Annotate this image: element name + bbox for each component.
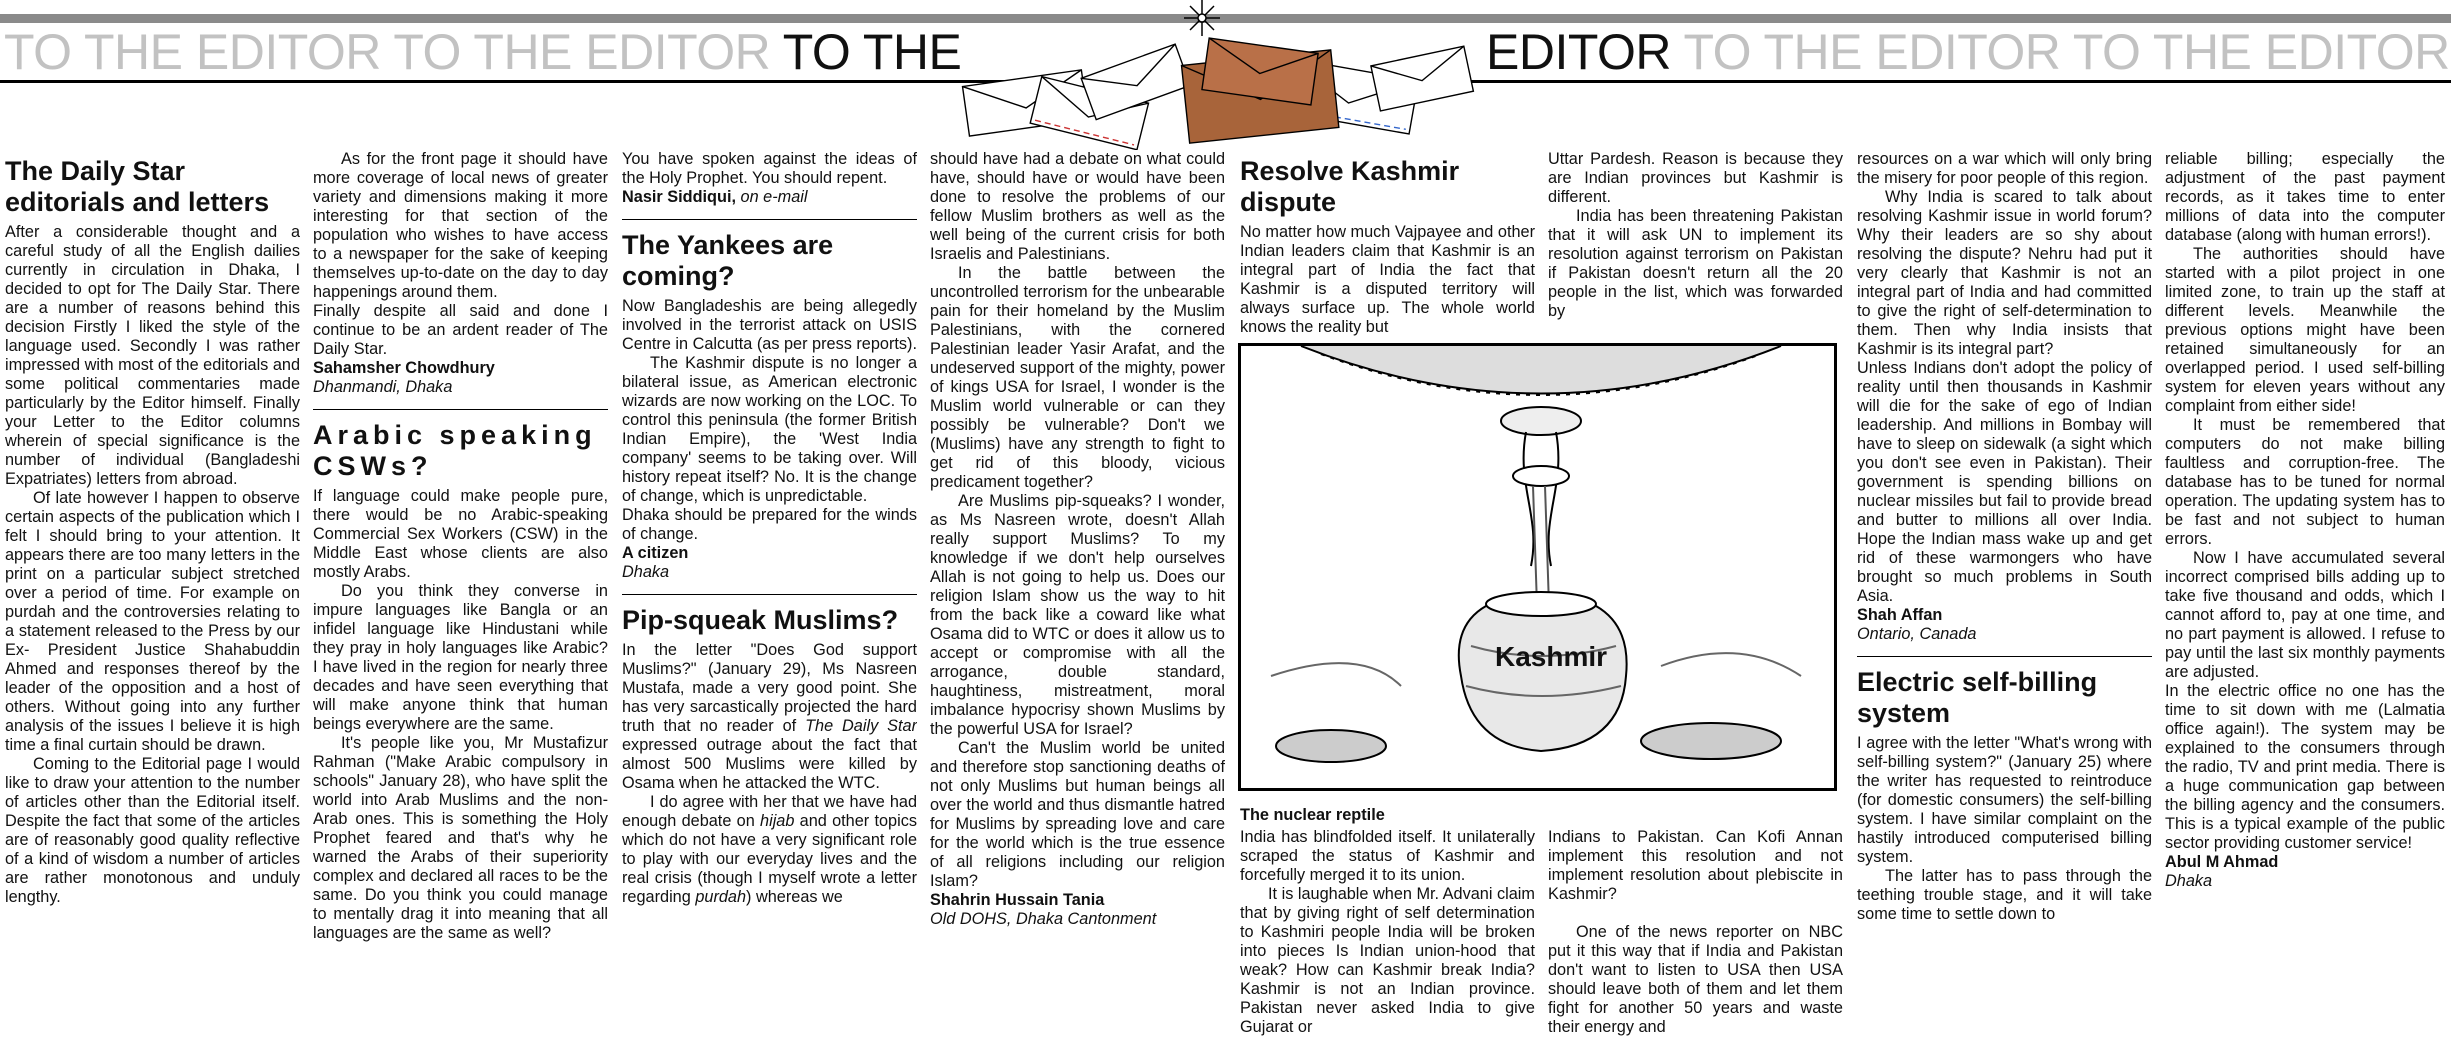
text-run: I do agree with her that we have had enough debate on: [622, 793, 917, 830]
letter-signature: Shah Affan: [1857, 606, 1943, 624]
paragraph: Unless Indians don't adopt the policy of reality until then thousands in Kashmir will die for the sake of ego of Indian leadership. And millions in Bombay will have to sleep on sidewalk (a sight which you don't see even in Pakistan). Their government is spending billions on nuclear missiles but fail to provide bread and butter to millions all over India. Hope the Indian mass wake up and get rid of these warmongers who have brought so much problems in South Asia.: [1857, 359, 2152, 605]
letter-location: Ontario, Canada: [1857, 625, 1977, 643]
paragraph: After a considerable thought and a careful study of all the English dailies currently in circulation in Dhaka, I decided to opt for The Daily Star. There are a number of reasons behind this decision Firstly I liked the style of the language used. Secondly I was rather impressed with most of the editorials and some political commentaries made particularly by the Editor himself. Finally your Letter to the Editor columns wherein of special significance is the number of individual (Bangladeshi Expatriates) letters from abroad.: [5, 223, 300, 488]
masthead-right: [1486, 24, 2450, 80]
section-divider: [622, 219, 917, 220]
paragraph: The latter has to pass through the teething trouble stage, and it will take some time to settle down to: [1857, 867, 2152, 923]
paragraph: Are Muslims pip-squeaks? I wonder, as Ms Nasreen wrote, doesn't Allah really support Muslims? To my knowledge if we don't help ourselves Allah is not going to help us. Does our religion Islam show us the way to hit from the back like a coward like what Osama did to WTC or does it allow us to accept or compromise with all the arrogance, double standard, haughtiness, mistreatment, moral imbalance hypocrisy shown Muslims by the powerful USA for Israel?: [930, 492, 1225, 738]
paragraph: No matter how much Vajpayee and other Indian leaders claim that Kashmir is an integral part of India the fact that Kashmir is a disputed territory will always surface up. The whole world knows the reality but: [1240, 223, 1535, 336]
masthead-left-dark: TO THE: [782, 24, 962, 80]
cartoon-illustration: [1238, 343, 1837, 791]
text-run-italic: purdah: [695, 888, 747, 906]
text-run: ) whereas we: [746, 888, 843, 906]
cartoon-label: Kashmir: [1495, 641, 1608, 672]
paragraph: The Kashmir dispute is no longer a bilateral issue, as American electronic wizards are now working on the LOC. To control this peninsula (the former British Indian Empire), the 'West India company' seems to be taking over. Will history repeat itself? No. It is the change of change, which is unpredictable.: [622, 354, 917, 505]
letter-location: Dhanmandi, Dhaka: [313, 378, 453, 396]
paragraph: Indians to Pakistan. Can Kofi Annan implement this resolution and not implement resolution about plebiscite in Kashmir?: [1548, 828, 1843, 903]
text-run: In the letter "Does God support Muslims?" (January 29), Ms Nasreen Mustafa, made a very good point. She has very sarcastically projected the hard truth that no reader of: [622, 641, 917, 735]
paragraph: India has been threatening Pakistan that it will ask UN to implement its resolution against terrorism on Pakistan if Pakistan doesn't return all the 20 people in the list, which was forwarded by: [1548, 207, 1843, 320]
paragraph: Uttar Pardesh. Reason is because they are Indian provinces but Kashmir is different.: [1548, 150, 1843, 206]
text-run-italic: The Daily Star: [805, 717, 917, 735]
paragraph: Do you think they converse in impure languages like Bangla or an infidel language like Hindustani while they pray in holy languages like Arabic? I have lived in the region for nearly three decades and have seen everything that will make anyone think that human beings everywhere are the same.: [313, 582, 608, 733]
paragraph: In the battle between the uncontrolled terrorism for the unbearable pain for their homeland by the Muslim Palestinians, with the cornered Palestinian leader Yasir Arafat, and the undeserved support of the mighty, power of kings USA for Israel, I wonder is the Muslim world vulnerable or can they possibly be vulnerable? Don't we (Muslims) have any strength to fight to get rid of this bloody, vicious predicament together?: [930, 264, 1225, 491]
paragraph: As for the front page it should have more coverage of local news of greater variety and dimensions making it more interesting for that section of the population who wishes to have access to a newspaper for the sake of keeping themselves up-to-date on the day to day happenings around them.: [313, 150, 608, 301]
column-2: [313, 150, 608, 1055]
letter-location: on e-mail: [740, 188, 808, 206]
cartoon-caption: The nuclear reptile: [1240, 806, 1385, 824]
column-5-top: [1240, 150, 1535, 345]
paragraph: resources on a war which will only bring the misery for poor people of this region.: [1857, 150, 2152, 187]
section-divider: [313, 409, 608, 410]
paragraph: It must be remembered that computers do not make billing faultless and corruption-free. The database has to be tuned for normal operation. The updating system has to be fast and not subject to human errors.: [2165, 416, 2445, 548]
letter-location: Dhaka: [2165, 872, 2213, 890]
letter-signature: Abul M Ahmad: [2165, 853, 2279, 871]
column-3: [622, 150, 917, 1055]
paragraph: It's people like you, Mr Mustafizur Rahman ("Make Arabic compulsory in schools" January 28), who have split the world into Arab Muslims and the non-Arab ones. This is something the Holy Prophet feared and that's why he warned the Arabs of their superiority complex and declared all races to be the same. Do you think you could manage to mentally drag it into meaning that all languages are the same as well?: [313, 734, 608, 942]
paragraph: Can't the Muslim world be united and therefore stop sanctioning deaths of not only Muslims but human beings all over the world and thus dismantle hatred for Muslims by spreading love and care for the world which is the true essence of all religions including our religion Islam?: [930, 739, 1225, 890]
paragraph: In the electric office no one has the time to sit down with me (Lalmatia office again!). The system may be explained to the consumers through the radio, TV and print media. There is a huge communication gap between the billing agency and the consumers. This is a typical example of the public sector providing customer service!: [2165, 682, 2445, 852]
headline-arabic-speaking-csws: Arabic speaking CSWs?: [313, 420, 597, 481]
paragraph: should have had a debate on what could have, should have or would have been done to resolve the problems of our fellow Muslim brothers as well as the well being of the current crisis for both Israelis and Palestinians.: [930, 150, 1225, 263]
column-5-bottom: [1240, 828, 1535, 1058]
paragraph: Now Bangladeshis are being allegedly involved in the terrorist attack on USIS Centre in Calcutta (as per press reports).: [622, 297, 917, 353]
letter-signature: A citizen: [622, 544, 689, 562]
paragraph: Coming to the Editorial page I would like to draw your attention to the number of articles other than the Editorial itself. Despite the fact that some of the articles are of reasonably good quality reflective of a kind of wisdom a number of articles are rather monotonous and unduly lengthy.: [5, 755, 300, 906]
section-divider: [1857, 656, 2152, 657]
column-8: [2165, 150, 2445, 1055]
masthead-right-gray: TO THE EDITOR TO THE EDITOR: [1683, 24, 2450, 80]
paragraph: Of late however I happen to observe certain aspects of the publication which I felt I should bring to your attention. It appears there are too many letters in the print on a particular subject stretched over a period of time. For example on purdah and the controversies relating to a statement released to the Press by our Ex- President Justice Shahabuddin Ahmed and responses thereof by the leader of the opposition and a host of others. Without going into any further analysis of the issues I believe it is high time a final curtain should be drawn.: [5, 489, 300, 754]
paragraph: One of the news reporter on NBC put it this way that if India and Pakistan don't want to listen to USA then USA should leave both of them and let them fight for another 50 years and waste their energy and: [1548, 923, 1843, 1036]
section-divider: [622, 594, 917, 595]
letter-signature: Sahamsher Chowdhury: [313, 359, 495, 377]
headline-daily-star-editorials: The Daily Star editorials and letters: [5, 156, 270, 217]
paragraph: Dhaka should be prepared for the winds of change.: [622, 506, 917, 543]
paragraph: If language could make people pure, there would be no Arabic-speaking Commercial Sex Workers (CSW) in the Middle East whose clients are also mostly Arabs.: [313, 487, 608, 581]
masthead-left-gray: TO THE EDITOR TO THE EDITOR: [4, 24, 771, 80]
paragraph: I agree with the letter "What's wrong with self-billing system?" (January 25) where the writer has requested to reintroduce (for domestic consumers) the self-billing system. I have similar complaint on the hastily introduced computerised billing system.: [1857, 734, 2152, 866]
masthead-right-dark: EDITOR: [1486, 24, 1671, 80]
star-icon: [1184, 0, 1220, 36]
text-run: expressed outrage about the fact that almost 500 Muslims were killed by Osama when he attacked the WTC.: [622, 736, 917, 792]
letter-location: Dhaka: [622, 563, 670, 581]
headline-resolve-kashmir-dispute: Resolve Kashmir dispute: [1240, 156, 1460, 217]
paragraph: [622, 641, 917, 793]
letter-signature-line: [622, 188, 917, 207]
envelopes-illustration: [955, 0, 1480, 150]
envelope-stack-icon: [963, 38, 1474, 150]
letter-signature: Shahrin Hussain Tania: [930, 891, 1105, 909]
masthead-left: [4, 24, 961, 80]
paragraph: India has blindfolded itself. It unilaterally scraped the status of Kashmir and forcefully merged it to its union.: [1240, 828, 1535, 884]
paragraph: Why India is scared to talk about resolving Kashmir issue in world forum? Why their leaders are so shy about resolving the dispute? Nehru had put it very clearly that Kashmir is not an integral part of India and had committed to give the right of self-determination to them. Then why India insists that Kashmir is its integral part?: [1857, 188, 2152, 358]
headline-electric-self-billing: Electric self-billing system: [1857, 667, 2098, 728]
column-7: [1857, 150, 2152, 1055]
paragraph: Now I have accumulated several incorrect comprised bills adding up to take five thousand and odds, which I cannot afford to, pay at one time, and no part payment is allowed. I refuse to pay until the last six monthly payments are adjusted.: [2165, 549, 2445, 681]
column-1: [5, 150, 300, 1055]
letter-location: Old DOHS, Dhaka Cantonment: [930, 910, 1157, 928]
paragraph: Finally despite all said and done I continue to be an ardent reader of The Daily Star.: [313, 302, 608, 358]
column-6-bottom: [1548, 828, 1843, 1058]
text-run-italic: hijab: [760, 812, 795, 830]
headline-yankees-coming: The Yankees are coming?: [622, 230, 834, 291]
column-6-top: [1548, 150, 1843, 345]
paragraph: You have spoken against the ideas of the Holy Prophet. You should repent.: [622, 150, 917, 187]
paragraph: It is laughable when Mr. Advani claim that by giving right of self determination to Kashmiri people India will be broken into pieces Is Indian union-hood that weak? How can Kashmir break India? Kashmir is not an Indian province. Pakistan never asked India to give Gujarat or: [1240, 885, 1535, 1036]
column-4: [930, 150, 1225, 1055]
headline-pip-squeak-muslims: Pip-squeak Muslims?: [622, 605, 899, 635]
paragraph: reliable billing; especially the adjustment of the past payment records, as it takes time to enter millions of data into the computer database (along with human errors!).: [2165, 150, 2445, 244]
text-run: and other topics which do not have a very significant role to play with our everyday lives and the real crisis (though I myself wrote a letter regarding: [622, 812, 917, 906]
paragraph: [622, 793, 917, 907]
paragraph: The authorities should have started with a pilot project in one limited zone, to train up the staff at different levels. Meanwhile the previous options might have been retained simultaneously for an overlapped period. I used self-billing system for eleven years without any complaint from either side!: [2165, 245, 2445, 415]
letter-signature: Nasir Siddiqui,: [622, 188, 736, 206]
